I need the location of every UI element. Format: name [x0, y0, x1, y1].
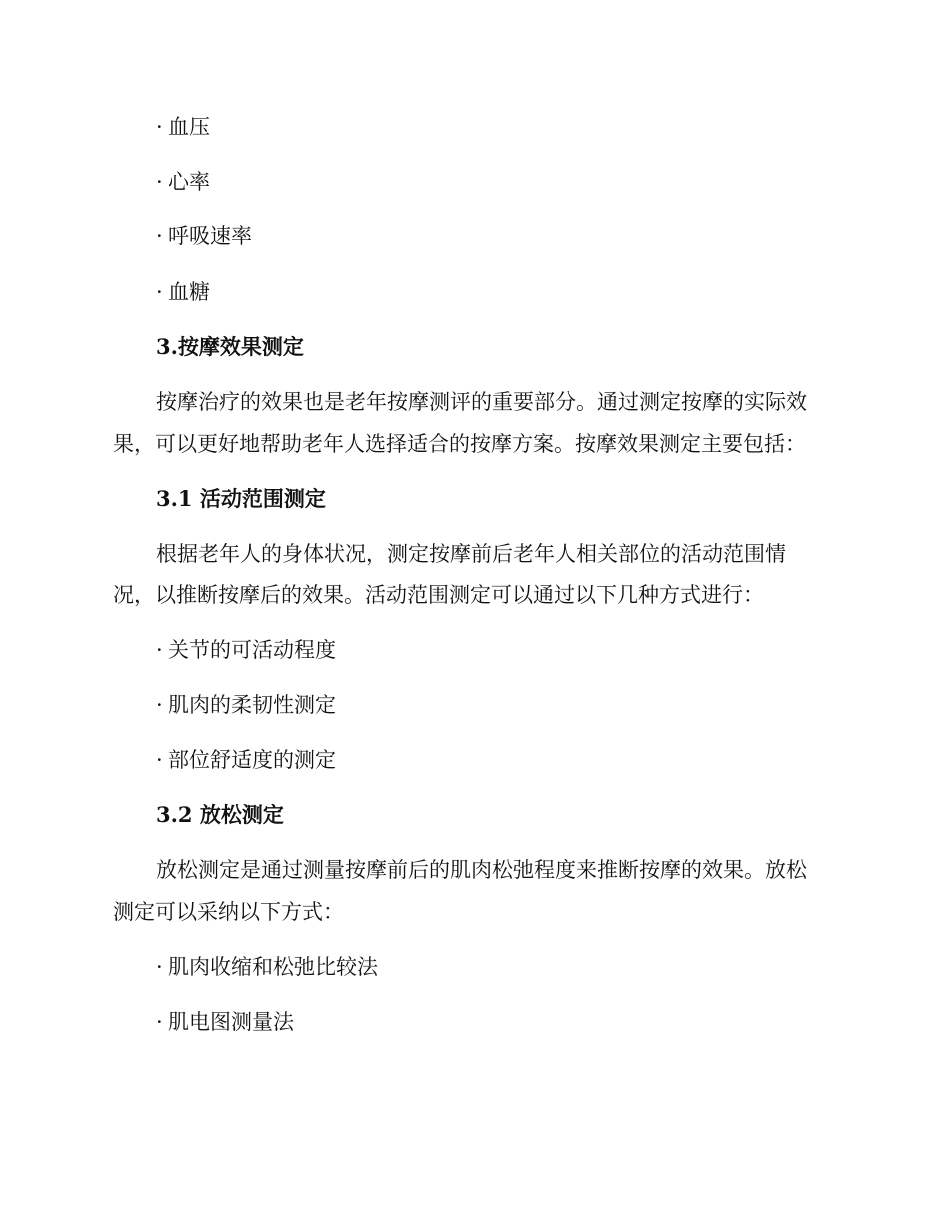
list-item	[156, 691, 336, 719]
paragraph-line: 根据老年人的身体状况，测定按摩前后老年人相关部位的活动范围情	[156, 542, 786, 566]
list-item	[156, 278, 210, 306]
list-item-text: 血糖	[168, 280, 210, 304]
list-item-text: 肌电图测量法	[168, 1010, 294, 1034]
paragraph-line: 按摩治疗的效果也是老年按摩测评的重要部分。通过测定按摩的实际效	[156, 390, 807, 414]
list-item-text: 肌肉收缩和松弛比较法	[168, 955, 378, 979]
bullet-icon: ·	[156, 224, 163, 248]
bullet-icon: ·	[156, 115, 163, 139]
subsection-heading: 3.1 活动范围测定	[156, 486, 326, 511]
paragraph-line: 果，可以更好地帮助老年人选择适合的按摩方案。按摩效果测定主要包括：	[113, 432, 806, 456]
list-item-text: 肌肉的柔韧性测定	[168, 693, 336, 717]
list-item-text: 部位舒适度的测定	[168, 748, 336, 772]
list-item-text: 呼吸速率	[168, 224, 252, 248]
paragraph-line: 况，以推断按摩后的效果。活动范围测定可以通过以下几种方式进行：	[113, 583, 764, 607]
bullet-icon: ·	[156, 280, 163, 304]
bullet-icon: ·	[156, 693, 163, 717]
list-item	[156, 746, 336, 774]
list-item	[156, 222, 252, 250]
list-item	[156, 113, 210, 141]
section-heading: 3.按摩效果测定	[156, 334, 304, 359]
list-item	[156, 168, 210, 196]
paragraph-line: 测定可以采纳以下方式：	[113, 900, 344, 924]
subsection-heading: 3.2 放松测定	[156, 802, 284, 827]
list-item	[156, 953, 378, 981]
paragraph-line: 放松测定是通过测量按摩前后的肌肉松弛程度来推断按摩的效果。放松	[156, 858, 807, 882]
bullet-icon: ·	[156, 748, 163, 772]
list-item	[156, 636, 336, 664]
list-item-text: 血压	[168, 115, 210, 139]
list-item-text: 关节的可活动程度	[168, 638, 336, 662]
list-item-text: 心率	[168, 170, 210, 194]
bullet-icon: ·	[156, 638, 163, 662]
bullet-icon: ·	[156, 955, 163, 979]
bullet-icon: ·	[156, 1010, 163, 1034]
bullet-icon: ·	[156, 170, 163, 194]
list-item	[156, 1008, 294, 1036]
